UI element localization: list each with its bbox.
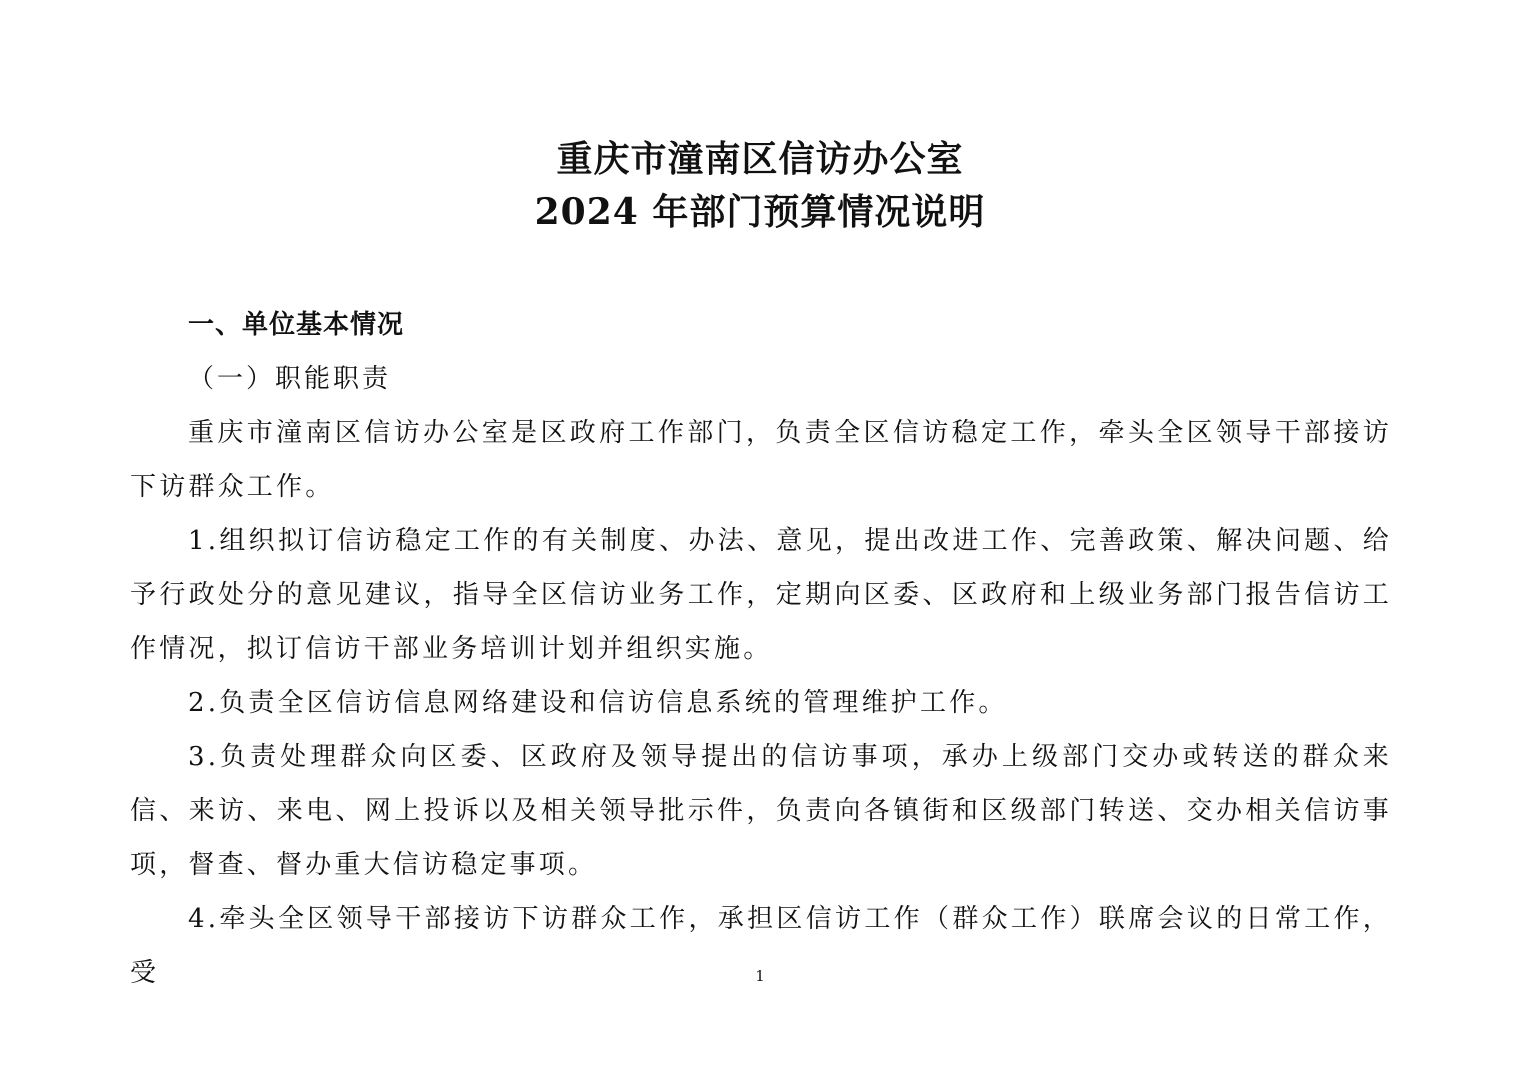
- subsection-heading: （一）职能职责: [188, 364, 392, 394]
- paragraph-intro: 重庆市潼南区信访办公室是区政府工作部门，负责全区信访稳定工作，牵头全区领导干部接访下访群众工作。: [130, 418, 1392, 502]
- paragraph-item-1: 1.组织拟订信访稳定工作的有关制度、办法、意见，提出改进工作、完善政策、解决问题、给予行政处分的意见建议，指导全区信访业务工作，定期向区委、区政府和上级业务部门报告信访工作情况，拟订信访干部业务培训计划并组织实施。: [130, 526, 1392, 664]
- paragraph-item-3: 3.负责处理群众向区委、区政府及领导提出的信访事项，承办上级部门交办或转送的群众来信、来访、来电、网上投诉以及相关领导批示件，负责向各镇街和区级部门转送、交办相关信访事项，督查、督办重大信访稳定事项。: [130, 742, 1392, 880]
- page-number: 1: [755, 967, 765, 985]
- paragraph-item-2: 2.负责全区信访信息网络建设和信访信息系统的管理维护工作。: [188, 688, 1008, 718]
- document-title-line1: 重庆市潼南区信访办公室: [556, 138, 964, 180]
- document-title-line2: 2024 年部门预算情况说明: [534, 191, 986, 233]
- paragraph-item-4: 4.牵头全区领导干部接访下访群众工作，承担区信访工作（群众工作）联席会议的日常工作，受: [130, 904, 1392, 988]
- section-heading: 一、单位基本情况: [188, 310, 405, 340]
